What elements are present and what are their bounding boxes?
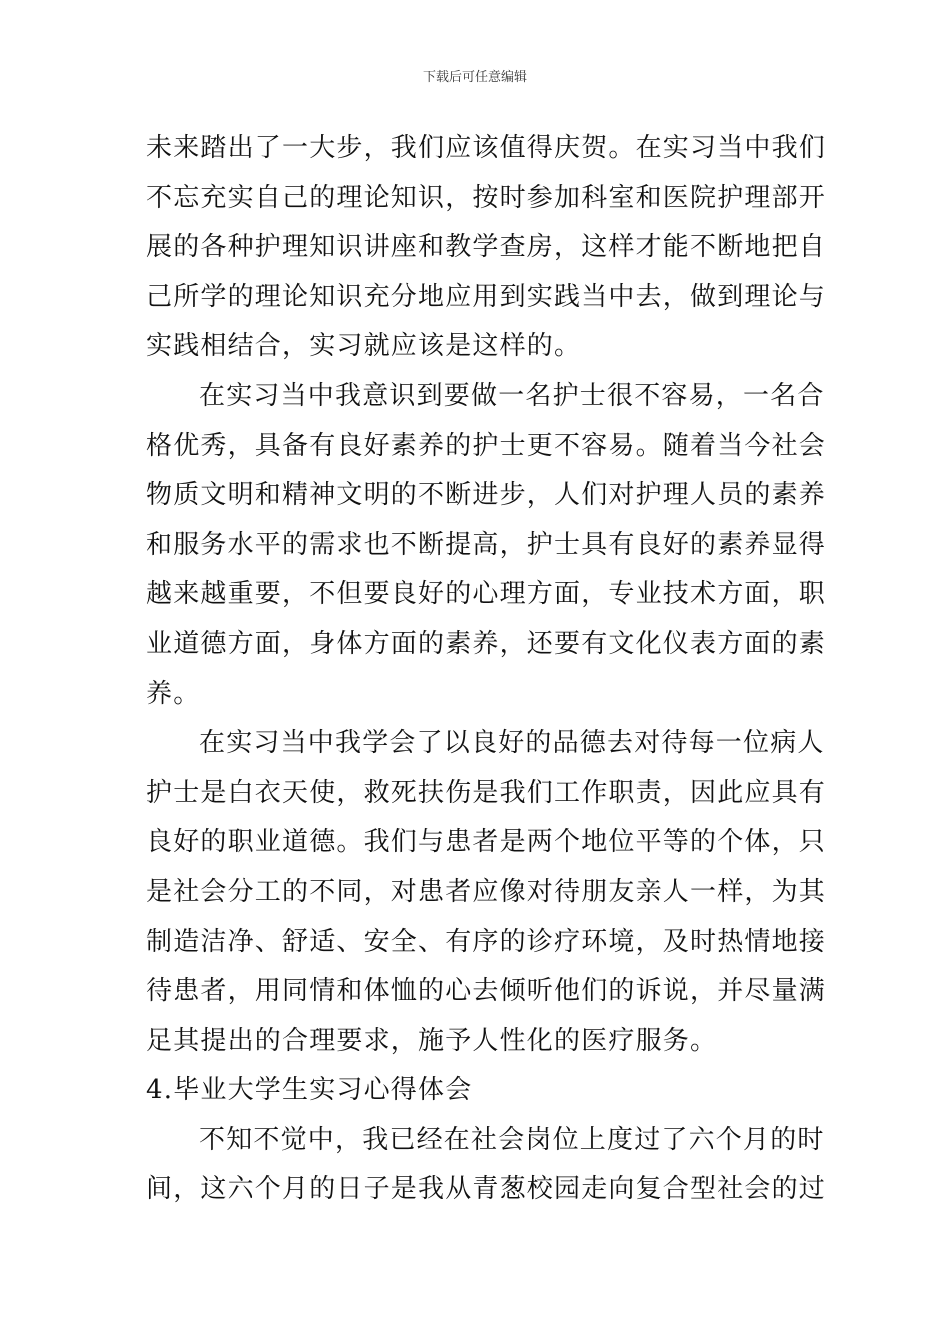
text-line: 越来越重要，不但要良好的心理方面，专业技术方面，职 (146, 579, 827, 610)
text-line: 不知不觉中，我已经在社会岗位上度过了六个月的时 (199, 1124, 825, 1155)
text-line: 己所学的理论知识充分地应用到实践当中去，做到理论与 (146, 281, 827, 312)
text-line: 制造洁净、舒适、安全、有序的诊疗环境，及时热情地接 (146, 926, 827, 957)
document-body (146, 124, 827, 1215)
text-line: 格优秀，具备有良好素养的护士更不容易。随着当今社会 (146, 430, 827, 461)
text-line: 良好的职业道德。我们与患者是两个地位平等的个体，只 (146, 827, 827, 858)
text-line: 间，这六个月的日子是我从青葱校园走向复合型社会的过 (146, 1174, 827, 1205)
text-line: 展的各种护理知识讲座和教学查房，这样才能不断地把自 (146, 232, 827, 263)
text-line: 是社会分工的不同，对患者应像对待朋友亲人一样，为其 (146, 876, 827, 907)
page-header: 下载后可任意编辑 (422, 70, 527, 85)
text-line: 实践相结合，实习就应该是这样的。 (146, 331, 582, 362)
text-line: 待患者，用同情和体恤的心去倾听他们的诉说，并尽量满 (146, 976, 827, 1007)
text-line: 未来踏出了一大步，我们应该值得庆贺。在实习当中我们 (146, 133, 827, 163)
text-line: 业道德方面，身体方面的素养，还要有文化仪表方面的素 (146, 628, 827, 659)
text-line: 不忘充实自己的理论知识，按时参加科室和医院护理部开 (146, 182, 827, 213)
text-line: 护士是白衣天使，救死扶伤是我们工作职责，因此应具有 (146, 777, 827, 808)
section-heading: 4.毕业大学生实习心得体会 (146, 1075, 473, 1106)
text-line: 在实习当中我意识到要做一名护士很不容易，一名合 (199, 380, 825, 411)
text-line: 物质文明和精神文明的不断进步，人们对护理人员的素养 (146, 480, 827, 511)
text-line: 和服务水平的需求也不断提高，护士具有良好的素养显得 (146, 529, 827, 560)
text-line: 足其提出的合理要求，施予人性化的医疗服务。 (146, 1025, 718, 1056)
text-line: 在实习当中我学会了以良好的品德去对待每一位病人 (199, 728, 825, 759)
text-line: 养。 (146, 678, 201, 709)
